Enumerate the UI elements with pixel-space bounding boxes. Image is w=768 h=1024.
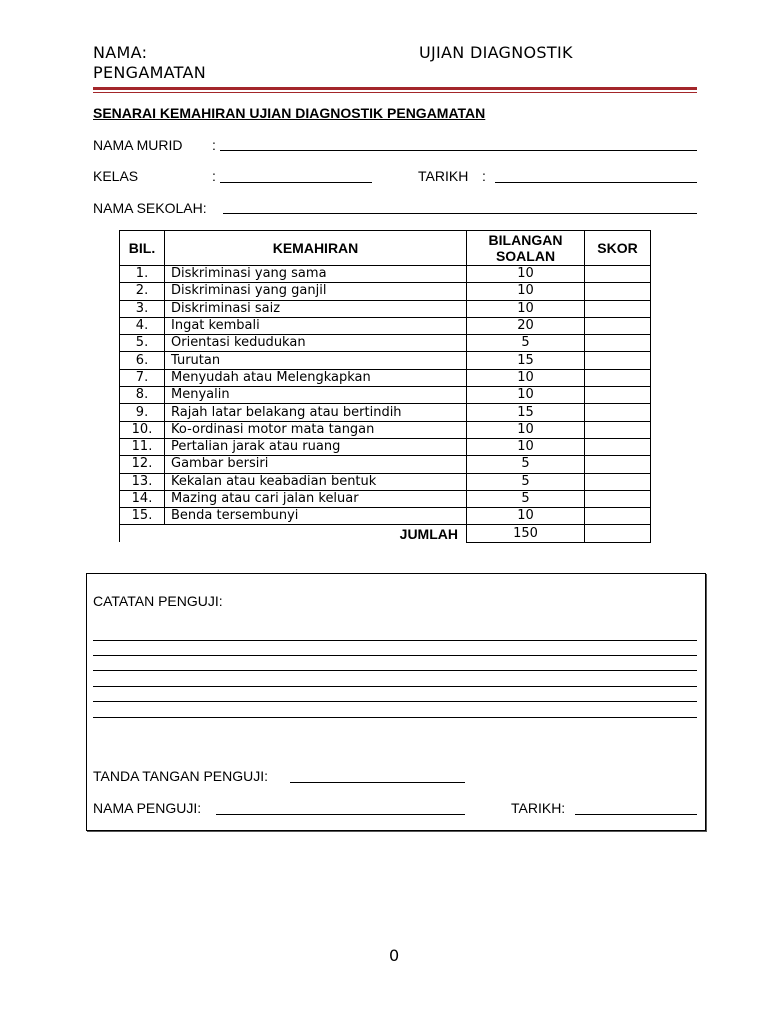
row-bilangan: 10 <box>467 387 585 404</box>
table-row <box>120 266 651 283</box>
table-row <box>120 387 651 404</box>
row-kemahiran: Diskriminasi saiz <box>165 300 467 317</box>
kelas-label: KELAS <box>93 168 139 184</box>
nama-sekolah-label: NAMA SEKOLAH: <box>93 200 207 216</box>
header-bilangan: BILANGAN <box>488 232 563 248</box>
total-row <box>120 525 651 542</box>
table-row <box>120 421 651 438</box>
nama-murid-field[interactable] <box>220 150 697 151</box>
form-title: SENARAI KEMAHIRAN UJIAN DIAGNOSTIK PENGAMATAN <box>93 105 486 121</box>
row-skor[interactable] <box>585 266 651 283</box>
row-bilangan: 5 <box>467 490 585 507</box>
row-skor[interactable] <box>585 473 651 490</box>
row-kemahiran: Gambar bersiri <box>165 456 467 473</box>
table-header-row <box>120 231 651 266</box>
row-skor[interactable] <box>585 335 651 352</box>
row-kemahiran: Menyudah atau Melengkapkan <box>165 369 467 386</box>
row-kemahiran: Diskriminasi yang sama <box>165 266 467 283</box>
row-bil: 9. <box>120 404 165 421</box>
row-kemahiran: Benda tersembunyi <box>165 508 467 525</box>
row-bilangan: 10 <box>467 266 585 283</box>
row-bil: 14. <box>120 490 165 507</box>
total-value: 150 <box>467 525 585 542</box>
row-skor[interactable] <box>585 283 651 300</box>
kelas-field[interactable] <box>220 182 372 183</box>
tarikh-label: TARIKH <box>418 168 469 184</box>
notes-line[interactable] <box>93 670 697 671</box>
row-kemahiran: Ingat kembali <box>165 317 467 334</box>
table-row <box>120 490 651 507</box>
table-row <box>120 369 651 386</box>
row-bil: 11. <box>120 438 165 455</box>
nama-penguji-label: NAMA PENGUJI: <box>93 800 202 816</box>
row-kemahiran: Diskriminasi yang ganjil <box>165 283 467 300</box>
nama-sekolah-field[interactable] <box>223 213 697 214</box>
row-bil: 6. <box>120 352 165 369</box>
row-kemahiran: Ko-ordinasi motor mata tangan <box>165 421 467 438</box>
row-bilangan: 10 <box>467 300 585 317</box>
row-kemahiran: Rajah latar belakang atau bertindih <box>165 404 467 421</box>
row-bil: 7. <box>120 369 165 386</box>
row-kemahiran: Orientasi kedudukan <box>165 335 467 352</box>
row-bilangan: 15 <box>467 404 585 421</box>
header-bil: BIL. <box>120 231 165 266</box>
row-skor[interactable] <box>585 508 651 525</box>
row-skor[interactable] <box>585 352 651 369</box>
row-kemahiran: Pertalian jarak atau ruang <box>165 438 467 455</box>
row-bilangan: 20 <box>467 317 585 334</box>
row-skor[interactable] <box>585 456 651 473</box>
row-skor[interactable] <box>585 421 651 438</box>
row-bil: 3. <box>120 300 165 317</box>
row-bil: 13. <box>120 473 165 490</box>
tarikh-penguji-field[interactable] <box>575 814 697 815</box>
nama-header-label: NAMA: <box>93 43 148 62</box>
row-skor[interactable] <box>585 404 651 421</box>
row-bilangan: 10 <box>467 369 585 386</box>
row-kemahiran: Mazing atau cari jalan keluar <box>165 490 467 507</box>
row-bil: 10. <box>120 421 165 438</box>
row-bilangan: 5 <box>467 456 585 473</box>
row-bil: 8. <box>120 387 165 404</box>
row-bilangan: 15 <box>467 352 585 369</box>
row-bilangan: 10 <box>467 283 585 300</box>
row-skor[interactable] <box>585 300 651 317</box>
row-bilangan: 10 <box>467 438 585 455</box>
row-skor[interactable] <box>585 387 651 404</box>
row-skor[interactable] <box>585 317 651 334</box>
header-rule-thick <box>93 87 697 90</box>
notes-line[interactable] <box>93 655 697 656</box>
row-bil: 12. <box>120 456 165 473</box>
row-skor[interactable] <box>585 369 651 386</box>
tarikh-field[interactable] <box>495 182 697 183</box>
row-bil: 2. <box>120 283 165 300</box>
tanda-tangan-penguji-label: TANDA TANGAN PENGUJI: <box>93 768 269 784</box>
table-row <box>120 283 651 300</box>
header-skor: SKOR <box>585 231 651 266</box>
row-kemahiran: Turutan <box>165 352 467 369</box>
row-bilangan: 5 <box>467 473 585 490</box>
tarikh-penguji-label: TARIKH: <box>511 800 566 816</box>
nama-murid-label: NAMA MURID <box>93 137 183 153</box>
colon: : <box>212 168 216 184</box>
notes-line[interactable] <box>93 640 697 641</box>
row-bilangan: 10 <box>467 421 585 438</box>
total-label: JUMLAH <box>120 525 467 542</box>
row-skor[interactable] <box>585 490 651 507</box>
page-number: 0 <box>389 946 400 965</box>
header-kemahiran: KEMAHIRAN <box>165 231 467 266</box>
colon: : <box>482 168 486 184</box>
colon: : <box>212 137 216 153</box>
notes-line[interactable] <box>93 701 697 702</box>
row-kemahiran: Kekalan atau keabadian bentuk <box>165 473 467 490</box>
row-bilangan: 5 <box>467 335 585 352</box>
table-row <box>120 508 651 525</box>
table-row <box>120 438 651 455</box>
signature-field[interactable] <box>290 782 465 783</box>
row-bil: 15. <box>120 508 165 525</box>
row-bilangan: 10 <box>467 508 585 525</box>
nama-penguji-field[interactable] <box>216 814 465 815</box>
row-bil: 5. <box>120 335 165 352</box>
subject-title: UJIAN DIAGNOSTIK <box>419 43 573 62</box>
header-soalan: SOALAN <box>495 248 556 264</box>
examiner-notes-box <box>86 573 706 831</box>
notes-line[interactable] <box>93 717 697 718</box>
notes-line[interactable] <box>93 686 697 687</box>
table-row <box>120 317 651 334</box>
row-skor[interactable] <box>585 438 651 455</box>
table-row <box>120 352 651 369</box>
subject-title-continued: PENGAMATAN <box>93 63 207 82</box>
header-rule-thin <box>93 92 697 93</box>
row-bil: 4. <box>120 317 165 334</box>
table-row <box>120 300 651 317</box>
row-bil: 1. <box>120 266 165 283</box>
catatan-penguji-label: CATATAN PENGUJI: <box>93 593 223 609</box>
total-skor[interactable] <box>585 525 651 542</box>
table-row <box>120 473 651 490</box>
table-row <box>120 404 651 421</box>
table-row <box>120 335 651 352</box>
skills-table <box>119 230 651 543</box>
row-kemahiran: Menyalin <box>165 387 467 404</box>
header-bilangan-soalan <box>467 231 585 266</box>
table-row <box>120 456 651 473</box>
